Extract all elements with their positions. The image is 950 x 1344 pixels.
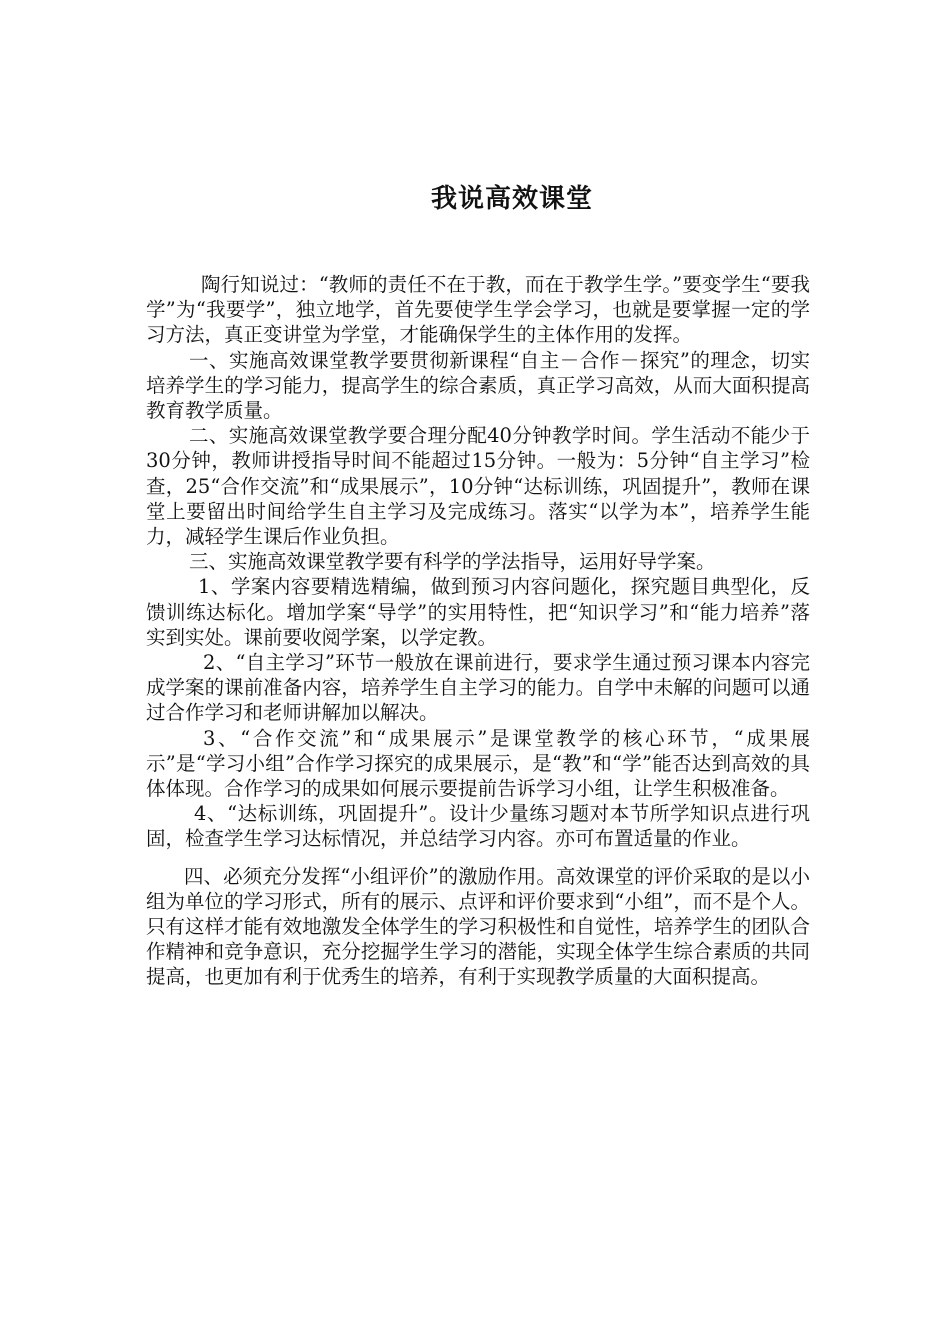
paragraph-section-3: 三、实施高效课堂教学要有科学的学法指导，运用好导学案。 [189,550,716,574]
paragraph-section-4: 四、必须充分发挥“小组评价”的激励作用。高效课堂的评价采取的是以小组为单位的学习形式，所有的展示、点评和评价要求到“小组”，而不是个人。只有这样才能有效地激发全体学生的学习积极性和自觉性，培养学生的团队合作精神和竞争意识，充分挖掘学生学习的潜能，实现全体学生综合素质的共同提高，也更加有利于优秀生的培养，有利于实现教学质量的大面积提高。 [146,864,810,989]
document-title: 我说高效课堂 [430,184,593,214]
paragraph-section-2: 二、实施高效课堂教学要合理分配40分钟教学时间。学生活动不能少于30分钟，教师讲授指导时间不能超过15分钟。一般为：5分钟“自主学习”检查，25“合作交流”和“成果展示”，10分钟“达标训练，巩固提升”，教师在课堂上要留出时间给学生自主学习及完成练习。落实“以学为本”，培养学生能力，减轻学生课后作业负担。 [146,424,810,549]
paragraph-item-2: 2、“自主学习”环节一般放在课前进行，要求学生通过预习课本内容完成学案的课前准备内容，培养学生自主学习的能力。自学中未解的问题可以通过合作学习和老师讲解加以解决。 [146,651,810,725]
paragraph-item-3: 3、“合作交流”和“成果展示”是课堂教学的核心环节，“成果展示”是“学习小组”合作学习探究的成果展示，是“教”和“学”能否达到高效的具体体现。合作学习的成果如何展示要提前告诉学习小组，让学生积极准备。 [146,726,810,801]
paragraph-item-1: 1、学案内容要精选精编，做到预习内容问题化，探究题目典型化，反馈训练达标化。增加学案“导学”的实用特性，把“知识学习”和“能力培养”落实到实处。课前要收阅学案，以学定教。 [146,575,810,649]
paragraph-intro: 陶行知说过：“教师的责任不在于教，而在于教学生学。”要变学生“要我学”为“我要学”，独立地学，首先要使学生学会学习，也就是要掌握一定的学习方法，真正变讲堂为学堂，才能确保学生的主体作用的发挥。 [146,273,810,347]
document-body [146,272,810,990]
paragraph-section-1: 一、实施高效课堂教学要贯彻新课程“自主－合作－探究”的理念，切实培养学生的学习能力，提高学生的综合素质，真正学习高效，从而大面积提高教育教学质量。 [146,348,810,423]
paragraph-item-4: 4、“达标训练，巩固提升”。设计少量练习题对本节所学知识点进行巩固，检查学生学习达标情况，并总结学习内容。亦可布置适量的作业。 [146,802,810,851]
